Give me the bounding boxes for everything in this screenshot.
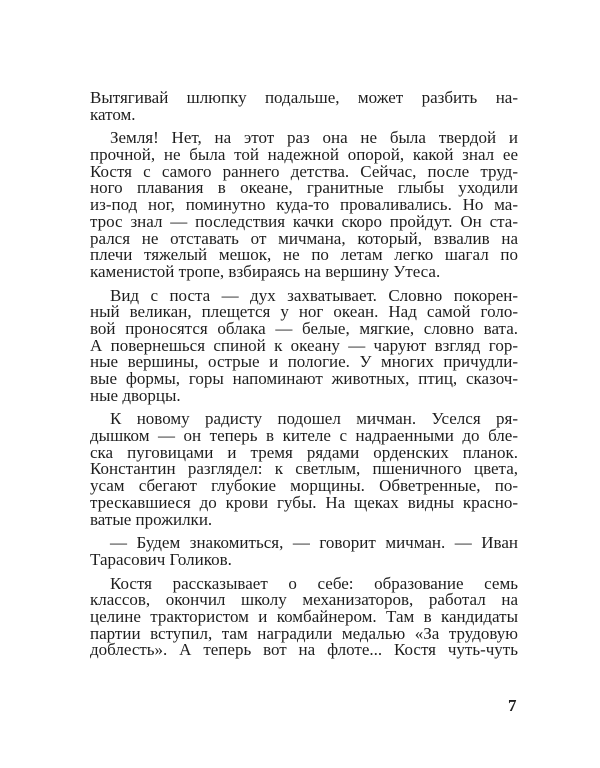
text-line: Вытягивай шлюпку подальше, может разбить на-	[90, 88, 518, 107]
text-line: прочной, не была той надежной опорой, какой знал ее	[90, 145, 518, 165]
text-line: классов, окончил школу механизаторов, работал на	[90, 590, 518, 610]
paragraph	[90, 285, 518, 405]
text-line: трескавшиеся до крови губы. На щеках видны красно-	[90, 492, 518, 512]
text-line: Земля! Нет, на этот раз она не была твердой и	[110, 128, 518, 148]
text-line: Костя с самого раннего детства. Сейчас, после труд-	[90, 161, 518, 181]
paragraph	[90, 130, 518, 280]
text-line: рался не отставать от мичмана, который, взвалив на	[90, 228, 518, 248]
text-line: дышком — он теперь в кителе с надраенными до бле-	[90, 426, 518, 446]
text-line: Костя рассказывает о себе: образование семь	[110, 573, 518, 593]
paragraph	[90, 90, 518, 123]
text-line: усам сбегают глубокие морщины. Обветренные, по-	[90, 476, 518, 496]
text-line: вой проносятся облака — белые, мягкие, словно вата.	[90, 318, 518, 338]
text-line: Вид с поста — дух захватывает. Словно покорен-	[110, 285, 518, 305]
text-line: ные вершины, острые и пологие. У многих причудли-	[90, 352, 518, 372]
text-line: вые формы, горы напоминают животных, птиц, сказоч-	[90, 369, 518, 388]
text-line: К новому радисту подошел мичман. Уселся ря-	[110, 409, 518, 429]
paragraph	[90, 573, 518, 660]
text-line: — Будем знакомиться, — говорит мичман. — Иван	[110, 533, 518, 553]
text-line: ный великан, плещется у ног океан. Над самой голо-	[90, 302, 518, 322]
text-line: партии вступил, там наградили медалью «За трудовую	[90, 623, 518, 643]
text-line: трос знал — последствия качки скоро пройдут. Он ста-	[90, 211, 518, 231]
text-line: целине трактористом и комбайнером. Там в кандидаты	[90, 606, 518, 626]
text-line: ватые прожилки.	[90, 509, 213, 529]
text-line: ные дворцы.	[90, 385, 181, 405]
paragraph	[90, 411, 518, 528]
body-text	[90, 90, 518, 659]
text-line: Тарасович Голиков.	[90, 549, 232, 569]
text-line: плечи тяжелый мешок, не по летам легко шагал по	[90, 245, 518, 265]
page-number: 7	[508, 696, 517, 715]
text-line: доблесть». А теперь вот на флоте... Костя чуть-чуть	[90, 640, 518, 660]
text-line: ного плавания в океане, гранитные глыбы уходили	[90, 178, 518, 198]
text-line: из-под ног, поминутно куда-то проваливались. Но ма-	[90, 195, 518, 215]
text-line: ска пуговицами и тремя рядами орденских планок.	[90, 442, 518, 462]
text-line: Константин разглядел: к светлым, пшеничного цвета,	[90, 459, 518, 479]
text-line: А повернешься спиной к океану — чаруют взгляд гор-	[90, 335, 518, 355]
text-line: каменистой тропе, взбираясь на вершину Утеса.	[90, 261, 441, 281]
text-line: катом.	[90, 104, 136, 124]
paragraph	[90, 535, 518, 568]
